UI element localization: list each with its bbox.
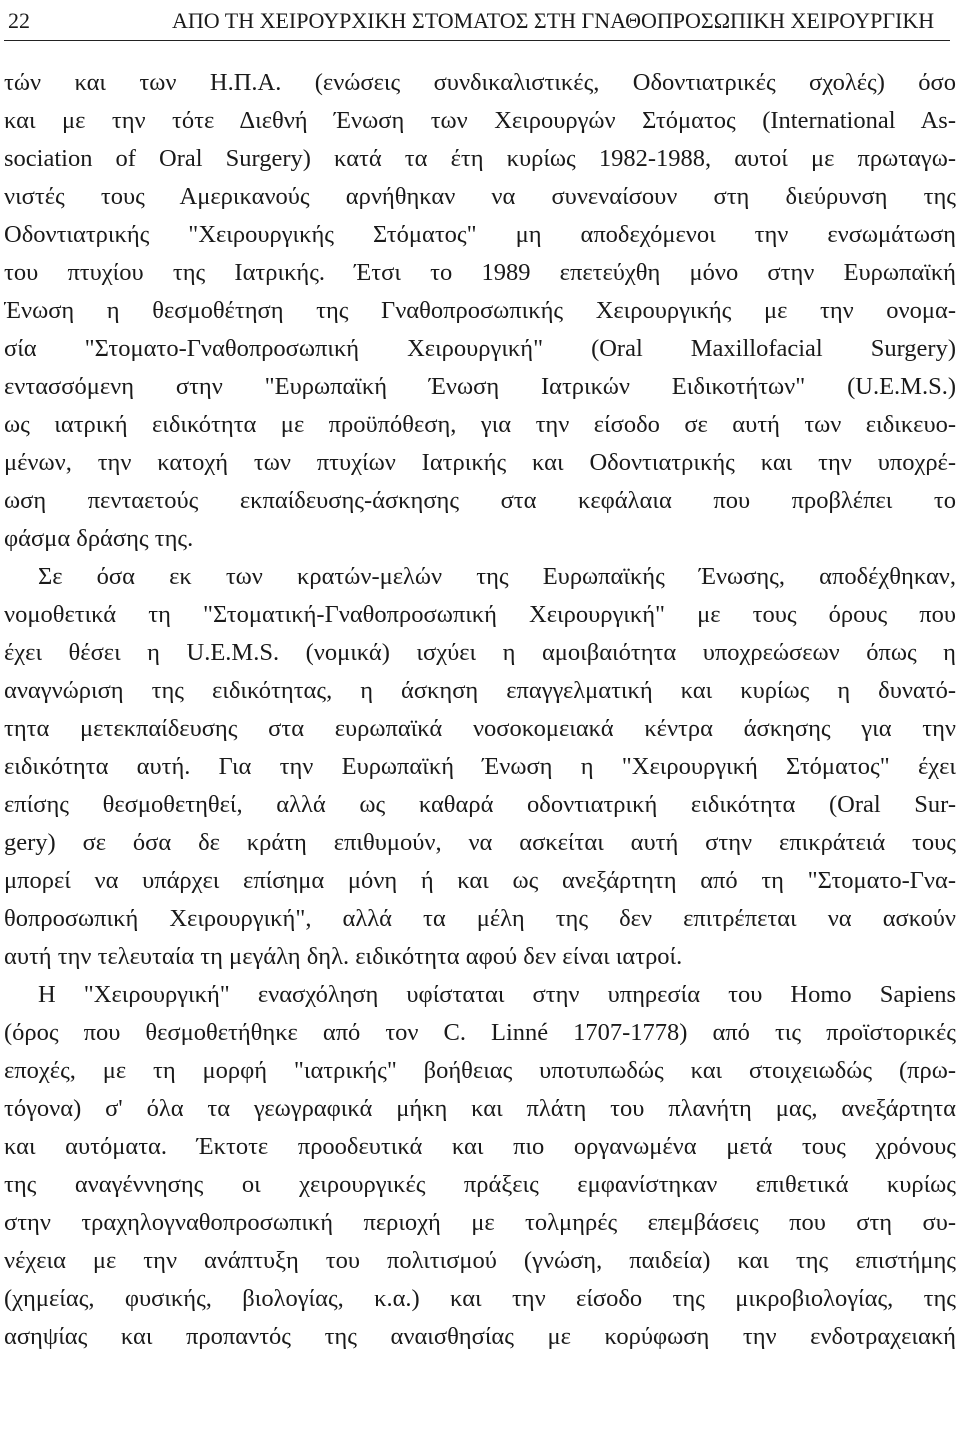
text-line: sociation of Oral Surgery) κατά τα έτη κυρίως 1982-1988, αυτοί με πρωταγω- <box>4 145 956 172</box>
text-line: της αναγέννησης οι χειρουργικές πράξεις εμφανίστηκαν επιθετικά κυρίως <box>4 1171 956 1198</box>
text-line: σία "Στοματο-Γναθοπροσωπική Χειρουργική" (Oral Maxillofacial Surgery) <box>4 335 956 362</box>
text-line: Σε όσα εκ των κρατών-μελών της Ευρωπαϊκής Ένωσης, αποδέχθηκαν, <box>38 563 956 590</box>
text-line: αυτή την τελευταία τη μεγάλη δηλ. ειδικότητα αφού δεν είναι ιατροί. <box>4 943 683 970</box>
text-line: μπορεί να υπάρχει επίσημα μόνη ή και ως ανεξάρτητη από τη "Στοματο-Γνα- <box>4 867 956 894</box>
text-line: (χημείας, φυσικής, βιολογίας, κ.α.) και την είσοδο της μικροβιολογίας, της <box>4 1285 956 1312</box>
text-line: στην τραχηλογναθοπροσωπική περιοχή με τολμηρές επεμβάσεις που στη συ- <box>4 1209 956 1236</box>
running-header <box>4 6 950 41</box>
text-line: φάσμα δράσης της. <box>4 525 194 552</box>
text-line: νομοθετικά τη "Στοματική-Γναθοπροσωπική Χειρουργική" με τους όρους που <box>4 601 956 628</box>
page-number: 22 <box>8 8 30 33</box>
text-line: ωση πενταετούς εκπαίδευσης-άσκησης στα κεφάλαια που προβλέπει το <box>4 487 956 514</box>
text-line: θοπροσωπική Χειρουργική", αλλά τα μέλη της δεν επιτρέπεται να ασκούν <box>4 905 956 932</box>
text-line: αναγνώριση της ειδικότητας, η άσκηση επαγγελματική και κυρίως η δυνατό- <box>4 677 956 704</box>
text-line: τητα μετεκπαίδευσης στα ευρωπαϊκά νοσοκομειακά κέντρα άσκησης για την <box>4 715 956 742</box>
text-line: gery) σε όσα δε κράτη επιθυμούν, να ασκείται αυτή στην επικράτειά τους <box>4 829 956 856</box>
text-line: και με την τότε Διεθνή Ένωση των Χειρουργών Στόματος (International As- <box>4 107 956 134</box>
text-line: επίσης θεσμοθετηθεί, αλλά ως καθαρά οδοντιατρική ειδικότητα (Oral Sur- <box>4 791 956 818</box>
text-line: ως ιατρική ειδικότητα με προϋπόθεση, για την είσοδο σε αυτή των ειδικευο- <box>4 411 956 438</box>
body-text <box>4 64 956 1356</box>
text-line: έχει θέσει η U.E.M.S. (νομικά) ισχύει η αμοιβαιότητα υποχρεώσεων όπως η <box>4 639 956 666</box>
running-title: ΑΠΟ ΤΗ ΧΕΙΡΟΥΡΧΙΚΗ ΣΤΟΜΑΤΟΣ ΣΤΗ ΓΝΑΘΟΠΡΟΣΩΠΙΚΗ ΧΕΙΡΟΥΡΓΙΚΗ <box>172 8 935 33</box>
text-line: και αυτόματα. Έκτοτε προοδευτικά και πιο οργανωμένα μετά τους χρόνους <box>4 1133 956 1160</box>
text-line: ειδικότητα αυτή. Για την Ευρωπαϊκή Ένωση η "Χειρουργική Στόματος" έχει <box>4 753 956 780</box>
text-line: ασηψίας και προπαντός της αναισθησίας με κορύφωση την ενδοτραχειακή <box>4 1323 956 1350</box>
text-line: νέχεια με την ανάπτυξη του πολιτισμού (γνώση, παιδεία) και της επιστήμης <box>4 1247 956 1274</box>
text-line: Η "Χειρουργική" ενασχόληση υφίσταται στην υπηρεσία του Homo Sapiens <box>38 981 956 1008</box>
text-line: Οδοντιατρικής "Χειρουργικής Στόματος" μη αποδεχόμενοι την ενσωμάτωση <box>4 221 956 248</box>
text-line: εποχές, με τη μορφή "ιατρικής" βοήθειας υποτυπωδώς και στοιχειωδώς (πρω- <box>4 1057 956 1084</box>
text-line: νιστές τους Αμερικανούς αρνήθηκαν να συνεναίσουν στη διεύρυνση της <box>4 183 956 210</box>
text-line: εντασσόμενη στην "Ευρωπαϊκή Ένωση Ιατρικών Ειδικοτήτων" (U.E.M.S.) <box>4 373 956 400</box>
text-line: Ένωση η θεσμοθέτηση της Γναθοπροσωπικής Χειρουργικής με την ονομα- <box>4 297 956 324</box>
text-line: μένων, την κατοχή των πτυχίων Ιατρικής και Οδοντιατρικής και την υποχρέ- <box>4 449 956 476</box>
text-line: τών και των Η.Π.Α. (ενώσεις συνδικαλιστικές, Οδοντιατρικές σχολές) όσο <box>4 69 956 96</box>
text-line: τόγονα) σ' όλα τα γεωγραφικά μήκη και πλάτη του πλανήτη μας, ανεξάρτητα <box>4 1095 956 1122</box>
text-line: (όρος που θεσμοθετήθηκε από τον C. Linné 1707-1778) από τις προϊστορικές <box>4 1019 956 1046</box>
text-line: του πτυχίου της Ιατρικής. Έτσι το 1989 επετεύχθη μόνο στην Ευρωπαϊκή <box>4 259 956 286</box>
